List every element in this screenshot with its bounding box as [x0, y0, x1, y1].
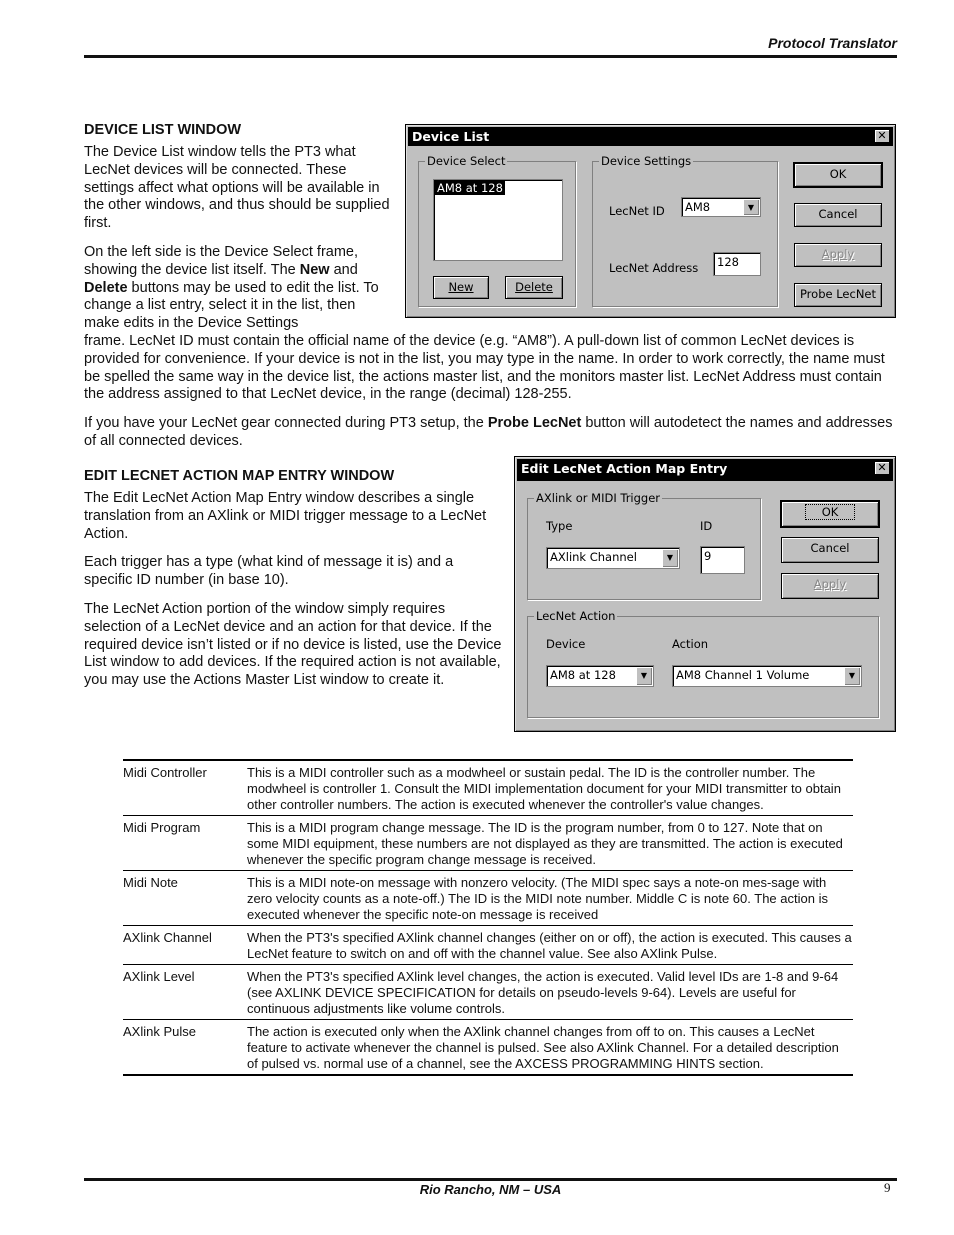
footer-rule: [84, 1178, 897, 1181]
table-row: [123, 1020, 853, 1076]
cancel-button[interactable]: Cancel: [794, 203, 882, 227]
lecnet-id-label: LecNet ID: [609, 204, 665, 218]
table-row: [123, 965, 853, 1020]
ok-button[interactable]: [781, 501, 879, 527]
trigger-type-name: Midi Note: [123, 871, 247, 926]
apply-button[interactable]: [781, 573, 879, 599]
trigger-type-description: When the PT3's specified AXlink level changes, the action is executed. Valid level IDs are 1-8 and 9-64 (see AXLINK DEVICE SPECIFICATION for details on pseudo-levels 9-64). Levels are useful for continuous adjustments like volume controls.: [247, 965, 853, 1020]
device-combo[interactable]: [546, 665, 654, 687]
table-row: [123, 926, 853, 965]
trigger-type-name: Midi Program: [123, 816, 247, 871]
section1-heading: DEVICE LIST WINDOW: [84, 122, 242, 138]
combo-value: AXlink Channel: [550, 550, 637, 564]
button-label: Apply: [813, 577, 847, 591]
section1-heading-block: [84, 122, 394, 144]
trigger-type-description: This is a MIDI note-on message with nonzero velocity. (The MIDI spec says a note-on mes-sage with zero velocity counts as a note-off.) The ID is the MIDI note number. Middle C is note 60. The action is executed whenever the specific note-on message is received: [247, 871, 853, 926]
section1-paragraph-2-cont: frame. LecNet ID must contain the official name of the device (e.g. “AM8”). A pull-down list of common LecNet devices is provided for convenience. If your device is not in the list, you may type in the name. In order to work correctly, the name must be spelled the same way in the device list, the actions master list, and the monitors master list. LecNet Address must contain the address assigned to that LecNet device, in the range (decimal) 128-255.: [84, 333, 885, 403]
table-row: [123, 871, 853, 926]
lecnet-address-label: LecNet Address: [609, 261, 699, 275]
section1-paragraph-2: [84, 244, 390, 333]
combo-value: AM8 at 128: [550, 668, 616, 682]
dialog-title: Device List: [412, 129, 490, 144]
running-header: Protocol Translator: [768, 35, 897, 51]
lecnet-id-combo[interactable]: [681, 197, 761, 217]
section2-paragraph-1: The Edit LecNet Action Map Entry window describes a single translation from an AXlink or MIDI trigger message to a LecNet Action.: [84, 490, 487, 542]
device-list-dialog: [405, 124, 896, 318]
footer-location: Rio Rancho, NM – USA: [419, 1182, 562, 1197]
chevron-down-icon[interactable]: ▼: [636, 667, 652, 685]
text-run: and: [329, 261, 358, 278]
apply-button[interactable]: [794, 243, 882, 267]
close-icon[interactable]: ✕: [874, 129, 890, 143]
cancel-button[interactable]: Cancel: [781, 537, 879, 563]
section2-intro: [84, 490, 502, 701]
page-number: 9: [884, 1180, 891, 1195]
trigger-type-name: AXlink Channel: [123, 926, 247, 965]
trigger-type-name: Midi Controller: [123, 760, 247, 816]
id-label: ID: [700, 519, 713, 533]
device-listbox[interactable]: [433, 179, 563, 261]
device-label: Device: [546, 637, 586, 651]
dialog-title-bar: [517, 459, 893, 481]
action-label: Action: [672, 637, 709, 651]
trigger-type-description: The action is executed only when the AXlink channel changes from off to on. This causes a LecNet feature to activate whenever the channel is pulsed. See also AXlink Channel. For a detailed description of pulsed vs. normal use of a channel, see the AXCESS PROGRAMMING HINTS section.: [247, 1020, 853, 1076]
frame-label: Device Select: [427, 154, 506, 168]
trigger-type-description: This is a MIDI controller such as a modwheel or sustain pedal. The ID is the controller number. The modwheel is controller 1. Consult the MIDI implementation document for your MIDI transmitter to obtain other controller numbers. The action is executed whenever the controller's value changes.: [247, 760, 853, 816]
trigger-table-body: [123, 760, 853, 1075]
button-label: New: [448, 280, 474, 294]
button-label: Delete: [515, 280, 553, 294]
type-label: Type: [546, 519, 573, 533]
ok-button[interactable]: [794, 163, 882, 187]
device-settings-frame: [592, 154, 778, 307]
trigger-type-description: When the PT3's specified AXlink channel changes (either on or off), the action is executed. This causes a LecNet feature to switch on and off with the channel value. See also AXlink Pulse.: [247, 926, 853, 965]
section1-paragraph-1: The Device List window tells the PT3 what LecNet devices will be connected. These settings affect what options will be available in the other windows, and thus should be supplied first.: [84, 144, 390, 232]
section1-paragraph-3: [84, 415, 897, 451]
section2-paragraph-3: The LecNet Action portion of the window simply requires selection of a LecNet device and an action for that device. If the required device isn’t listed or if no device is listed, use the Device List window to add devices. If the required action is not available, you may use the Actions Master List window to create it.: [84, 600, 502, 689]
frame-label: Device Settings: [601, 154, 692, 168]
section1-continued: [84, 333, 897, 462]
section2-heading: EDIT LECNET ACTION MAP ENTRY WINDOW: [84, 468, 395, 484]
text-run: buttons may be used to edit the list. To change a list entry, select it in the list, then make edits in the Device Settings: [84, 279, 379, 332]
trigger-type-name: AXlink Level: [123, 965, 247, 1020]
table-row: [123, 816, 853, 871]
text-run-bold: New: [299, 261, 330, 278]
section2-paragraph-2: Each trigger has a type (what kind of message it is) and a specific ID number (in base 10).: [84, 554, 454, 589]
device-select-frame: [418, 154, 576, 307]
lecnet-action-frame: [527, 609, 879, 718]
header-rule: [84, 55, 897, 58]
combo-value: AM8: [685, 200, 711, 214]
type-combo[interactable]: [546, 547, 680, 569]
trigger-frame: [527, 491, 761, 600]
trigger-type-name: AXlink Pulse: [123, 1020, 247, 1076]
trigger-type-table: [123, 759, 853, 1076]
text-run-bold: Delete: [84, 279, 128, 296]
combo-value: AM8 Channel 1 Volume: [676, 668, 810, 682]
close-icon[interactable]: ✕: [874, 461, 890, 475]
delete-button[interactable]: [505, 276, 563, 299]
button-label: OK: [805, 504, 856, 520]
frame-label: LecNet Action: [536, 609, 616, 623]
list-item[interactable]: AM8 at 128: [437, 181, 503, 195]
button-label: OK: [829, 167, 847, 181]
action-combo[interactable]: [672, 665, 862, 687]
text-run: button will autodetect the names and addresses of all connected devices.: [84, 415, 893, 449]
frame-label: AXlink or MIDI Trigger: [536, 491, 661, 505]
chevron-down-icon[interactable]: ▼: [743, 199, 759, 215]
trigger-type-description: This is a MIDI program change message. The ID is the program number, from 0 to 127. Note that on some MIDI equipment, these numbers are not displayed as they are transmitted. The action is executed whenever the specific program change message is received.: [247, 816, 853, 871]
dialog-title-bar: [408, 127, 893, 146]
edit-action-map-dialog: [514, 456, 896, 732]
dialog-title: Edit LecNet Action Map Entry: [521, 461, 728, 476]
text-run-bold: Probe LecNet: [487, 415, 582, 432]
id-input[interactable]: 9: [700, 546, 745, 574]
new-button[interactable]: [433, 276, 489, 299]
chevron-down-icon[interactable]: ▼: [844, 667, 860, 685]
chevron-down-icon[interactable]: ▼: [662, 549, 678, 567]
button-label: Apply: [821, 247, 855, 261]
text-run: If you have your LecNet gear connected during PT3 setup, the: [84, 415, 488, 432]
lecnet-address-input[interactable]: 128: [713, 252, 761, 276]
section1-intro: [84, 144, 390, 333]
probe-lecnet-button[interactable]: Probe LecNet: [794, 283, 882, 307]
text-run: On the left side is the Device Select frame, showing the device list itself. The: [84, 243, 359, 278]
table-row: [123, 760, 853, 816]
section2-heading-block: [84, 468, 504, 490]
